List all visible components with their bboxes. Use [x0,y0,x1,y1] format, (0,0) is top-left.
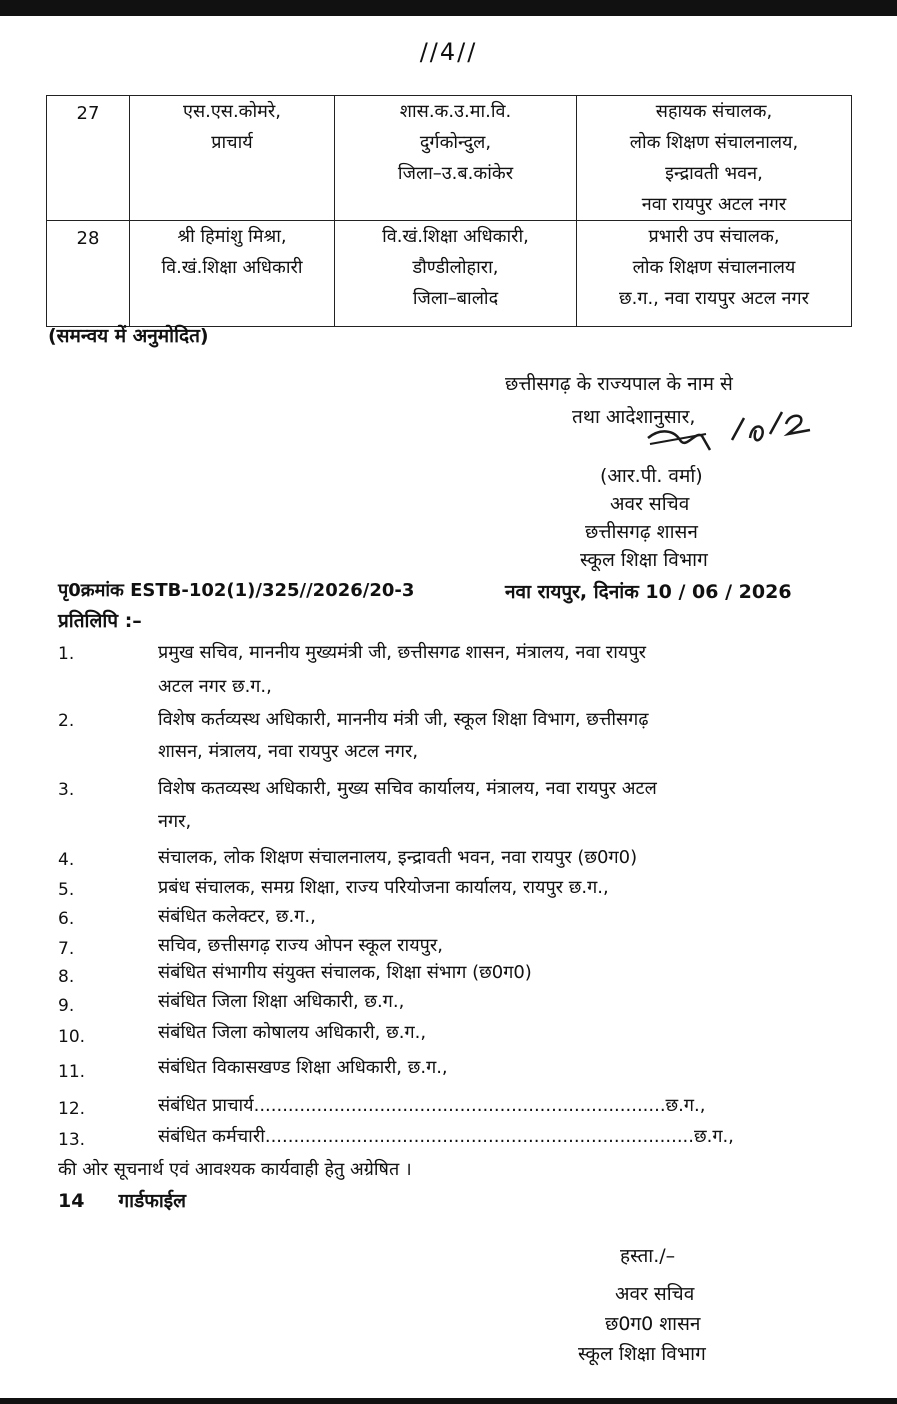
list-item-number: 10. [58,1027,86,1047]
list-item-number: 12. [58,1099,86,1119]
list-item-number: 11. [58,1062,86,1082]
list-item-number: 6. [58,909,75,929]
authority-line-1: छत्तीसगढ़ के राज्यपाल के नाम से [505,373,733,395]
copy-heading: प्रतिलिपि :– [58,610,142,632]
signatory-designation: अवर सचिव [610,493,690,515]
list-item: विशेष कतव्यस्थ अधिकारी, मुख्य सचिव कार्यालय, मंत्रालय, नवा रायपुर अटल [158,778,657,799]
footer-designation: अवर सचिव [615,1283,695,1305]
list-item: संबंधित प्राचार्य........................................................................छ.ग., [158,1095,706,1116]
list-item: संबंधित जिला शिक्षा अधिकारी, छ.ग., [158,991,405,1012]
guard-file-number: 14 [58,1190,85,1212]
transfer-table [46,95,852,327]
list-item: संबंधित कर्मचारी...........................................................................छ.ग., [158,1126,734,1147]
list-item-number: 7. [58,939,75,959]
from-cell: वि.खं.शिक्षा अधिकारी, डौण्डीलोहारा, जिला–बालोद [335,221,577,327]
list-item: संचालक, लोक शिक्षण संचालनालय, इन्द्रावती भवन, नवा रायपुर (छ0ग0) [158,847,638,868]
top-border [0,0,897,16]
list-item-number: 5. [58,880,75,900]
list-item-number: 9. [58,996,75,1016]
list-item-continued: अटल नगर छ.ग., [158,676,272,697]
list-item: सचिव, छत्तीसगढ़ राज्य ओपन स्कूल रायपुर, [158,935,443,956]
footer-signed: हस्ता./– [620,1245,676,1267]
list-item-number: 13. [58,1130,86,1150]
from-cell: शास.क.उ.मा.वि. दुर्गकोन्दुल, जिला–उ.ब.कांकेर [335,96,577,221]
page-number: //4// [419,38,478,66]
list-item: संबंधित विकासखण्ड शिक्षा अधिकारी, छ.ग., [158,1057,448,1078]
authority-line-2: तथा आदेशानुसार, [572,406,696,428]
name-cell: एस.एस.कोमरे, प्राचार्य [130,96,335,221]
list-item-number: 8. [58,967,75,987]
list-item: प्रमुख सचिव, माननीय मुख्यमंत्री जी, छत्तीसगढ शासन, मंत्रालय, नवा रायपुर [158,642,646,663]
serial-cell: 27 [47,96,130,221]
table-row [47,96,852,221]
approval-note: (समन्वय में अनुमोदित) [48,325,209,347]
guard-file-label: गार्डफाईल [118,1190,187,1212]
signatory-department: स्कूल शिक्षा विभाग [580,549,708,571]
list-item-continued: शासन, मंत्रालय, नवा रायपुर अटल नगर, [158,741,419,762]
footer-department: स्कूल शिक्षा विभाग [578,1343,706,1365]
list-item-number: 3. [58,780,75,800]
handwritten-signature [640,400,820,460]
closing-line: की ओर सूचनार्थ एवं आवश्यक कार्यवाही हेतु अग्रेषित । [58,1159,412,1180]
serial-cell: 28 [47,221,130,327]
date-line: नवा रायपुर, दिनांक 10 / 06 / 2026 [505,581,792,603]
list-item: संबंधित कलेक्टर, छ.ग., [158,906,316,927]
name-cell: श्री हिमांशु मिश्रा, वि.खं.शिक्षा अधिकारी [130,221,335,327]
list-item: प्रबंध संचालक, समग्र शिक्षा, राज्य परियोजना कार्यालय, रायपुर छ.ग., [158,877,609,898]
signatory-government: छत्तीसगढ़ शासन [585,521,698,543]
reference-number: पृ0क्रमांक ESTB-102(1)/325//2026/20-3 [58,580,415,601]
bottom-border [0,1398,897,1404]
list-item: संबंधित जिला कोषालय अधिकारी, छ.ग., [158,1022,427,1043]
guard-file-item [58,1187,186,1213]
signatory-name: (आर.पी. वर्मा) [600,465,703,487]
list-item-number: 2. [58,711,75,731]
list-item-number: 1. [58,644,75,664]
table-row [47,221,852,327]
footer-government: छ0ग0 शासन [605,1313,701,1335]
list-item-continued: नगर, [158,811,192,832]
list-item: विशेष कर्तव्यस्थ अधिकारी, माननीय मंत्री जी, स्कूल शिक्षा विभाग, छत्तीसगढ़ [158,709,649,730]
to-cell: सहायक संचालक, लोक शिक्षण संचालनालय, इन्द्रावती भवन, नवा रायपुर अटल नगर [577,96,852,221]
list-item-number: 4. [58,850,75,870]
to-cell: प्रभारी उप संचालक, लोक शिक्षण संचालनालय छ.ग., नवा रायपुर अटल नगर [577,221,852,327]
list-item: संबंधित संभागीय संयुक्त संचालक, शिक्षा संभाग (छ0ग0) [158,962,532,983]
